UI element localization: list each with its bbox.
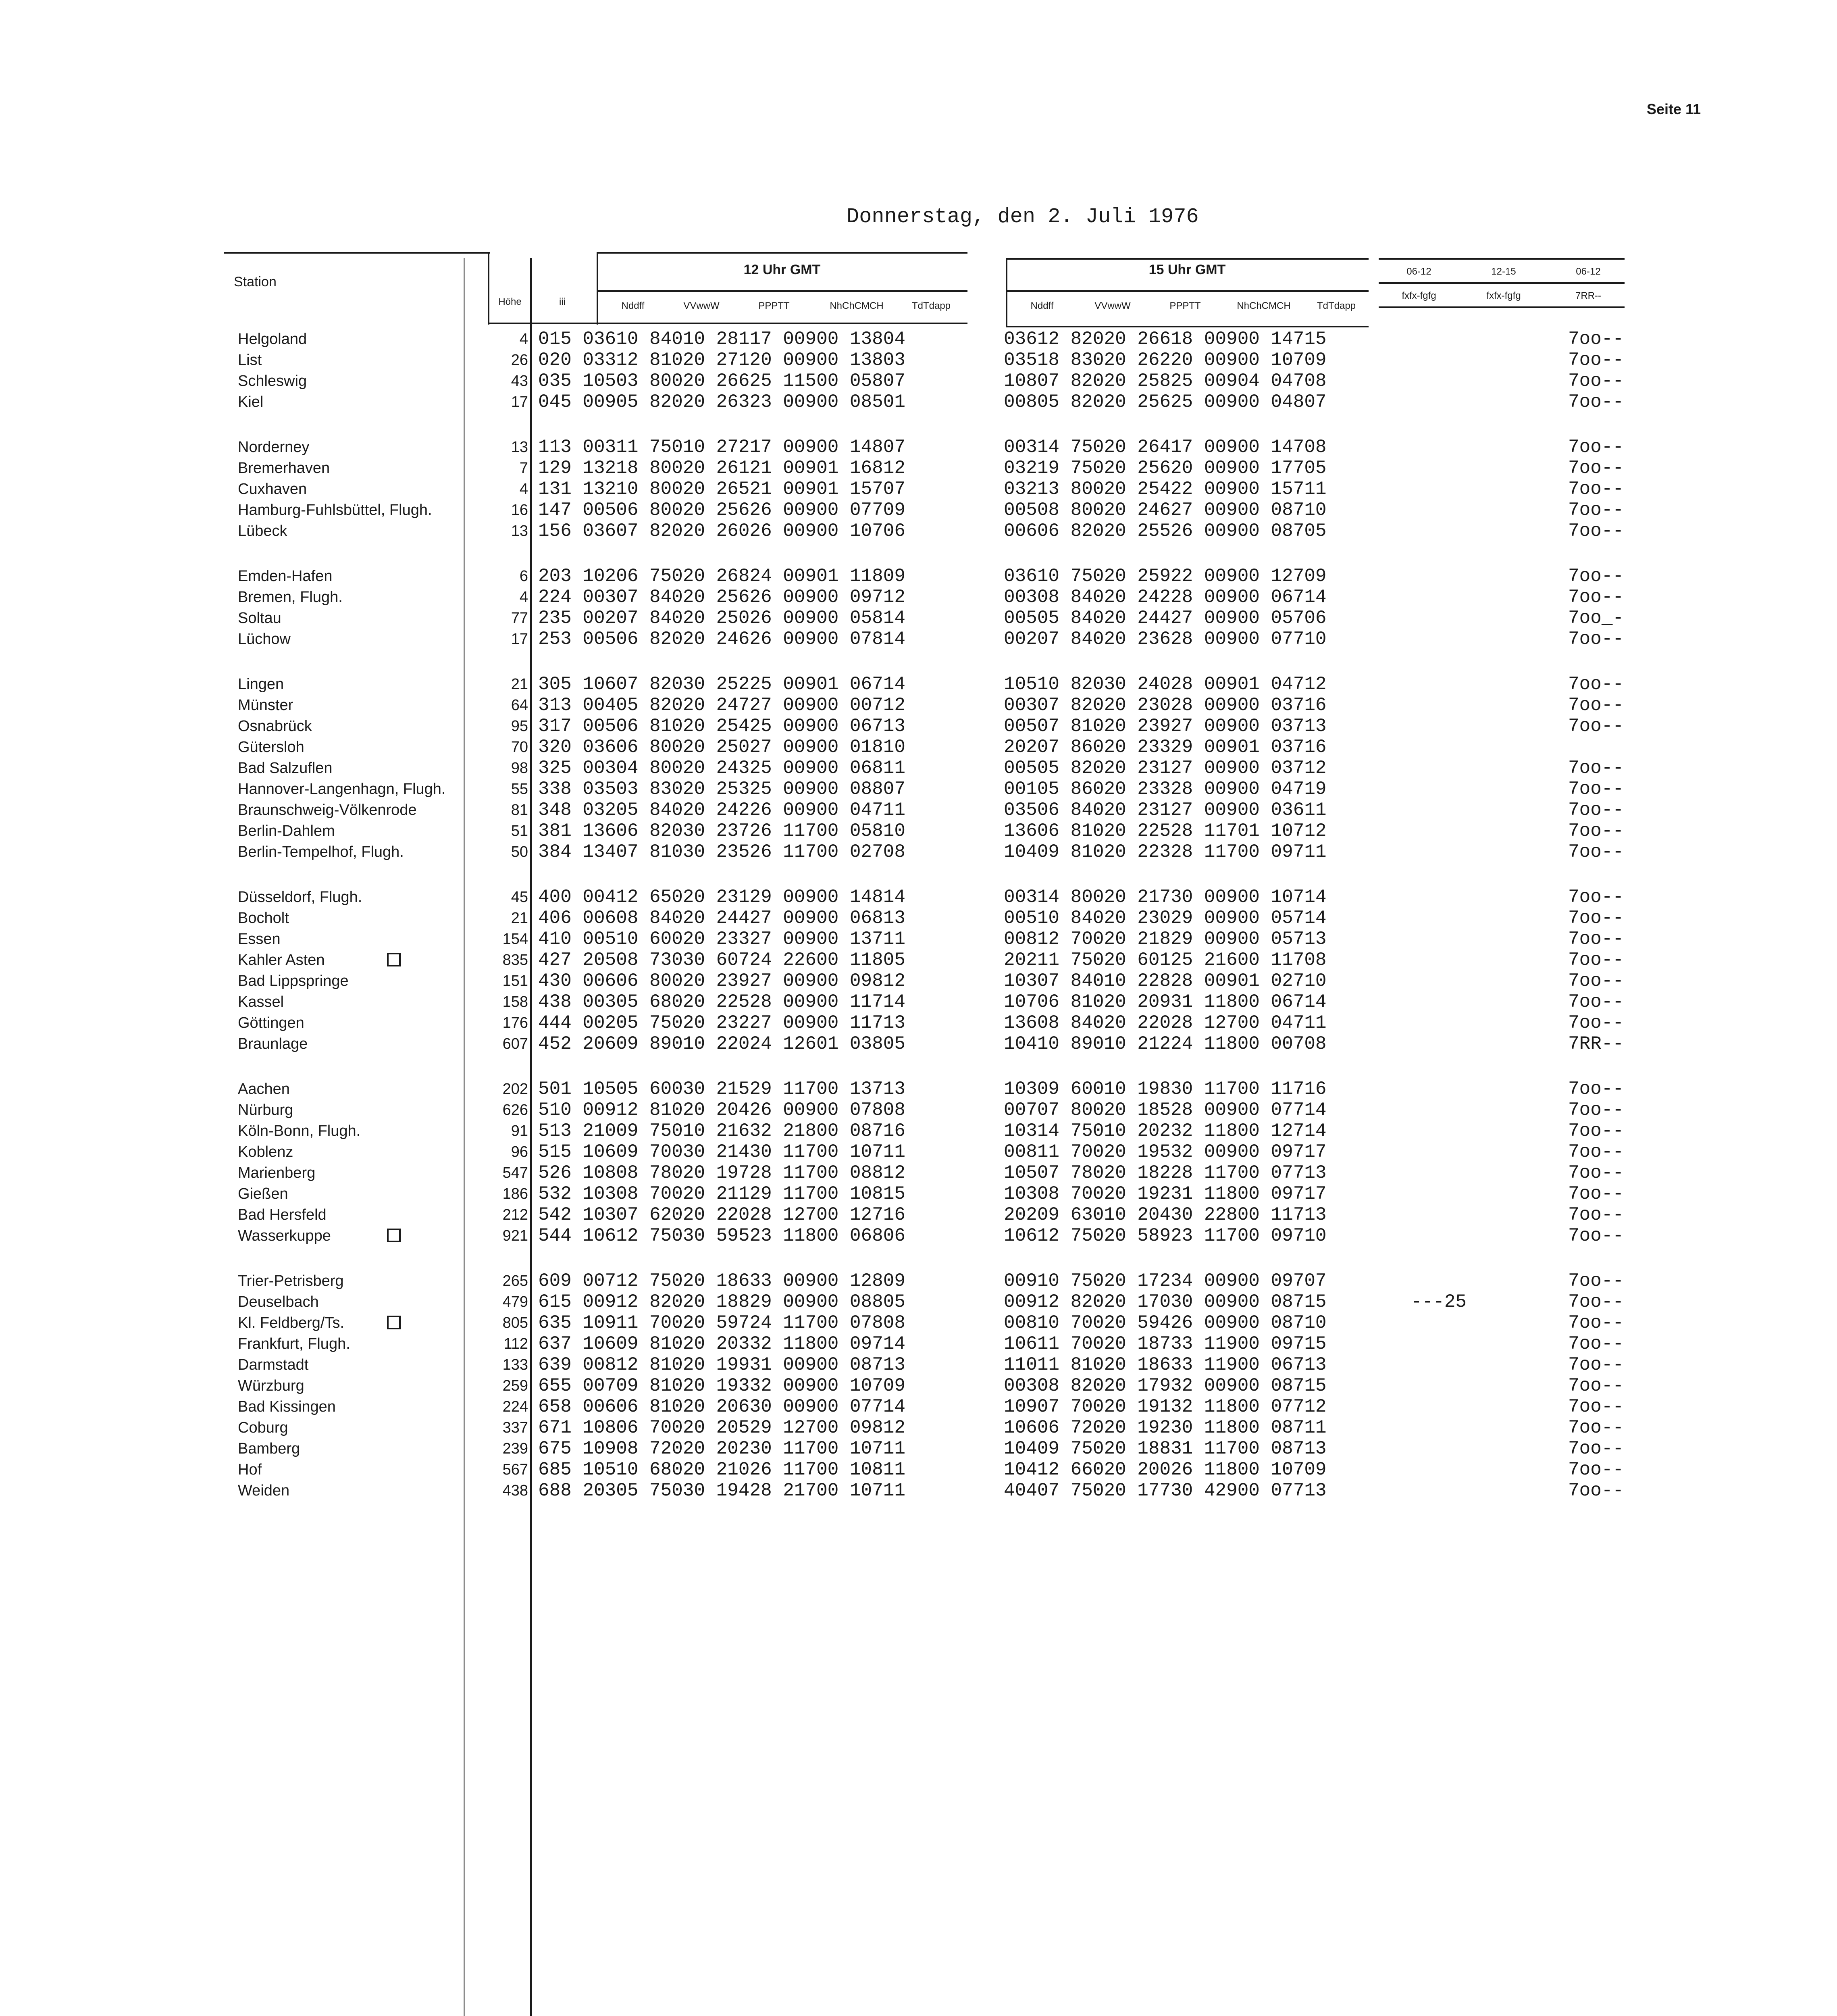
obs-12-utc: 147 00506 80020 25626 00900 07709 bbox=[538, 500, 905, 521]
obs-12-utc: 452 20609 89010 22024 12601 03805 bbox=[538, 1033, 905, 1054]
obs-15-utc: 00207 84020 23628 00900 07710 bbox=[1004, 629, 1327, 650]
precip-06-12: 7oo-- bbox=[1568, 1141, 1624, 1162]
obs-12-utc: 615 00912 82020 18829 00900 08805 bbox=[538, 1291, 905, 1312]
col-header: VVwwW bbox=[683, 300, 720, 311]
station-name: Braunlage bbox=[238, 1035, 308, 1052]
obs-12-utc: 430 00606 80020 23927 00900 09812 bbox=[538, 971, 905, 991]
station-height: 7 bbox=[519, 460, 528, 477]
obs-12-utc: 348 03205 84020 24226 00900 04711 bbox=[538, 800, 905, 821]
station-height: 43 bbox=[511, 373, 528, 389]
hoehe-header: Höhe bbox=[498, 296, 522, 307]
precip-06-12: 7oo-- bbox=[1568, 521, 1624, 541]
precip-06-12: 7oo-- bbox=[1568, 1438, 1624, 1459]
obs-15-utc: 10307 84010 22828 00901 02710 bbox=[1004, 971, 1327, 991]
station-height: 26 bbox=[511, 352, 528, 369]
station-name: Norderney bbox=[238, 439, 310, 456]
precip-06-12: 7oo-- bbox=[1568, 929, 1624, 950]
obs-15-utc: 10612 75020 58923 11700 09710 bbox=[1004, 1225, 1327, 1246]
station-height: 77 bbox=[511, 610, 528, 627]
station-name: Deuselbach bbox=[238, 1293, 319, 1310]
obs-12-utc: 637 10609 81020 20332 11800 09714 bbox=[538, 1333, 905, 1354]
station-height: 626 bbox=[502, 1102, 528, 1118]
station-height: 16 bbox=[511, 502, 528, 519]
precip-06-12: 7oo-- bbox=[1568, 458, 1624, 479]
precip-06-12: 7RR-- bbox=[1568, 1033, 1624, 1054]
obs-15-utc: 03213 80020 25422 00900 15711 bbox=[1004, 479, 1327, 500]
station-height: 13 bbox=[511, 523, 528, 539]
obs-15-utc: 00505 82020 23127 00900 03712 bbox=[1004, 758, 1327, 779]
rule bbox=[464, 258, 465, 2016]
station-height: 50 bbox=[511, 843, 528, 860]
station-name: Berlin-Dahlem bbox=[238, 823, 335, 839]
station-name: Bad Kissingen bbox=[238, 1398, 336, 1415]
precip-06-12: 7oo-- bbox=[1568, 1270, 1624, 1291]
station-height: 21 bbox=[511, 910, 528, 927]
station-height: 55 bbox=[511, 781, 528, 798]
precip-06-12: 7oo-- bbox=[1568, 821, 1624, 841]
station-name: Bremen, Flugh. bbox=[238, 589, 343, 606]
station-name: Soltau bbox=[238, 610, 281, 627]
station-height: 151 bbox=[502, 973, 528, 989]
page-number: Seite 11 bbox=[1647, 101, 1701, 117]
obs-15-utc: 00308 82020 17932 00900 08715 bbox=[1004, 1375, 1327, 1396]
station-height: 259 bbox=[502, 1377, 528, 1394]
obs-15-utc: 00308 84020 24228 00900 06714 bbox=[1004, 587, 1327, 608]
station-height: 133 bbox=[502, 1356, 528, 1373]
obs-12-utc: 338 03503 83020 25325 00900 08807 bbox=[538, 779, 905, 800]
obs-15-utc: 03518 83020 26220 00900 10709 bbox=[1004, 350, 1327, 371]
station-name: Wasserkuppe bbox=[238, 1227, 331, 1244]
precip-06-12: 7oo-- bbox=[1568, 1183, 1624, 1204]
precip-06-12: 7oo-- bbox=[1568, 1225, 1624, 1246]
station-name: Osnabrück bbox=[238, 718, 312, 735]
station-height: 547 bbox=[502, 1164, 528, 1181]
obs-15-utc: 10412 66020 20026 11800 10709 bbox=[1004, 1459, 1327, 1480]
station-name: Emden-Hafen bbox=[238, 568, 333, 585]
station-name: Göttingen bbox=[238, 1014, 304, 1031]
rule bbox=[1379, 258, 1625, 260]
station-name: Berlin-Tempelhof, Flugh. bbox=[238, 843, 404, 860]
obs-12-utc: 658 00606 81020 20630 00900 07714 bbox=[538, 1396, 905, 1417]
precip-06-12: 7oo-- bbox=[1568, 1459, 1624, 1480]
station-height: 4 bbox=[519, 589, 528, 606]
station-height: 921 bbox=[502, 1227, 528, 1244]
precip-06-12: 7oo-- bbox=[1568, 841, 1624, 862]
obs-12-utc: 655 00709 81020 19332 00900 10709 bbox=[538, 1375, 905, 1396]
precip-06-12: 7oo-- bbox=[1568, 566, 1624, 587]
obs-15-utc: 00810 70020 59426 00900 08710 bbox=[1004, 1312, 1327, 1333]
obs-12-utc: 384 13407 81030 23526 11700 02708 bbox=[538, 841, 905, 862]
obs-15-utc: 10611 70020 18733 11900 09715 bbox=[1004, 1333, 1327, 1354]
precip-06-12: 7oo-- bbox=[1568, 1396, 1624, 1417]
obs-12-utc: 156 03607 82020 26026 00900 10706 bbox=[538, 521, 905, 541]
station-height: 202 bbox=[502, 1081, 528, 1098]
station-name: Kahler Asten bbox=[238, 952, 325, 968]
marker-cell bbox=[379, 1229, 401, 1242]
precip-06-12: 7oo-- bbox=[1568, 887, 1624, 908]
precip-06-12: 7oo-- bbox=[1568, 908, 1624, 929]
precip-06-12: 7oo-- bbox=[1568, 479, 1624, 500]
station-height: 51 bbox=[511, 823, 528, 839]
precip-06-12: 7oo-- bbox=[1568, 371, 1624, 392]
station-height: 158 bbox=[502, 993, 528, 1010]
obs-12-utc: 438 00305 68020 22528 00900 11714 bbox=[538, 991, 905, 1012]
obs-12-utc: 305 10607 82030 25225 00901 06714 bbox=[538, 674, 905, 695]
station-height: 607 bbox=[502, 1035, 528, 1052]
obs-12-utc: 510 00912 81020 20426 00900 07808 bbox=[538, 1100, 905, 1120]
obs-15-utc: 11011 81020 18633 11900 06713 bbox=[1004, 1354, 1327, 1375]
precip-06-12: 7oo-- bbox=[1568, 1162, 1624, 1183]
station-height: 112 bbox=[503, 1335, 528, 1352]
r-subheader: 7RR-- bbox=[1575, 290, 1601, 301]
station-height: 212 bbox=[502, 1206, 528, 1223]
station-name: Lübeck bbox=[238, 523, 287, 539]
station-height: 835 bbox=[502, 952, 528, 968]
station-name: Kassel bbox=[238, 993, 284, 1010]
station-height: 4 bbox=[519, 481, 528, 498]
obs-15-utc: 10409 81020 22328 11700 09711 bbox=[1004, 841, 1327, 862]
precip-06-12: 7oo-- bbox=[1568, 392, 1624, 412]
precip-06-12: 7oo-- bbox=[1568, 1354, 1624, 1375]
station-height: 224 bbox=[502, 1398, 528, 1415]
obs-12-utc: 671 10806 70020 20529 12700 09812 bbox=[538, 1417, 905, 1438]
obs-12-utc: 685 10510 68020 21026 11700 10811 bbox=[538, 1459, 905, 1480]
precip-06-12: 7oo_- bbox=[1568, 608, 1624, 629]
col-header: NhChCMCH bbox=[1237, 300, 1291, 311]
obs-12-utc: 400 00412 65020 23129 00900 14814 bbox=[538, 887, 905, 908]
gust-06-12: ---25 bbox=[1411, 1291, 1467, 1312]
precip-06-12: 7oo-- bbox=[1568, 1312, 1624, 1333]
station-height: 6 bbox=[519, 568, 528, 585]
station-name: Aachen bbox=[238, 1081, 290, 1098]
station-name: Bamberg bbox=[238, 1440, 300, 1457]
obs-12-utc: 235 00207 84020 25026 00900 05814 bbox=[538, 608, 905, 629]
station-name: Lüchow bbox=[238, 631, 291, 648]
station-height: 81 bbox=[511, 802, 528, 818]
col-header: Nddff bbox=[621, 300, 645, 311]
r-subheader: fxfx-fgfg bbox=[1402, 290, 1436, 301]
r-subheader: fxfx-fgfg bbox=[1486, 290, 1521, 301]
obs-15-utc: 00314 80020 21730 00900 10714 bbox=[1004, 887, 1327, 908]
precip-06-12: 7oo-- bbox=[1568, 437, 1624, 458]
station-height: 176 bbox=[502, 1014, 528, 1031]
precip-06-12: 7oo-- bbox=[1568, 758, 1624, 779]
station-name: Lingen bbox=[238, 676, 284, 693]
obs-12-utc: 317 00506 81020 25425 00900 06713 bbox=[538, 716, 905, 737]
obs-12-utc: 113 00311 75010 27217 00900 14807 bbox=[538, 437, 905, 458]
obs-15-utc: 03610 75020 25922 00900 12709 bbox=[1004, 566, 1327, 587]
col-header: TdTdapp bbox=[911, 300, 951, 311]
col-header: PPPTT bbox=[1169, 300, 1201, 311]
obs-12-utc: 325 00304 80020 24325 00900 06811 bbox=[538, 758, 905, 779]
precip-06-12: 7oo-- bbox=[1568, 1291, 1624, 1312]
obs-12-utc: 609 00712 75020 18633 00900 12809 bbox=[538, 1270, 905, 1291]
col-header: NhChCMCH bbox=[830, 300, 884, 311]
station-name: Darmstadt bbox=[238, 1356, 309, 1373]
rule bbox=[530, 258, 532, 2016]
station-height: 805 bbox=[502, 1314, 528, 1331]
obs-15-utc: 00912 82020 17030 00900 08715 bbox=[1004, 1291, 1327, 1312]
precip-06-12: 7oo-- bbox=[1568, 1480, 1624, 1501]
rule bbox=[597, 252, 967, 254]
station-name: Münster bbox=[238, 697, 293, 714]
obs-12-utc: 224 00307 84020 25626 00900 09712 bbox=[538, 587, 905, 608]
rule bbox=[488, 323, 967, 324]
obs-12-utc: 313 00405 82020 24727 00900 00712 bbox=[538, 695, 905, 716]
col-header: VVwwW bbox=[1094, 300, 1131, 311]
obs-15-utc: 03506 84020 23127 00900 03611 bbox=[1004, 800, 1327, 821]
station-name: Gießen bbox=[238, 1185, 288, 1202]
station-height: 265 bbox=[502, 1272, 528, 1289]
obs-15-utc: 20207 86020 23329 00901 03716 bbox=[1004, 737, 1327, 758]
station-height: 438 bbox=[502, 1482, 528, 1499]
precip-06-12: 7oo-- bbox=[1568, 1333, 1624, 1354]
station-name: Weiden bbox=[238, 1482, 290, 1499]
obs-12-utc: 544 10612 75030 59523 11800 06806 bbox=[538, 1225, 905, 1246]
marker-cell bbox=[379, 1316, 401, 1329]
obs-12-utc: 020 03312 81020 27120 00900 13803 bbox=[538, 350, 905, 371]
obs-15-utc: 03612 82020 26618 00900 14715 bbox=[1004, 329, 1327, 350]
station-name: Frankfurt, Flugh. bbox=[238, 1335, 350, 1352]
obs-15-utc: 00707 80020 18528 00900 07714 bbox=[1004, 1100, 1327, 1120]
rule bbox=[1379, 306, 1625, 308]
obs-15-utc: 03219 75020 25620 00900 17705 bbox=[1004, 458, 1327, 479]
station-height: 98 bbox=[511, 760, 528, 777]
obs-12-utc: 688 20305 75030 19428 21700 10711 bbox=[538, 1480, 905, 1501]
obs-15-utc: 00508 80020 24627 00900 08710 bbox=[1004, 500, 1327, 521]
group-15-header: 15 Uhr GMT bbox=[1148, 262, 1226, 277]
obs-12-utc: 203 10206 75020 26824 00901 11809 bbox=[538, 566, 905, 587]
station-name: Bremerhaven bbox=[238, 460, 330, 477]
obs-12-utc: 320 03606 80020 25027 00900 01810 bbox=[538, 737, 905, 758]
precip-06-12: 7oo-- bbox=[1568, 1375, 1624, 1396]
precip-06-12: 7oo-- bbox=[1568, 350, 1624, 371]
precip-06-12: 7oo-- bbox=[1568, 971, 1624, 991]
station-height: 91 bbox=[511, 1123, 528, 1139]
station-name: Marienberg bbox=[238, 1164, 316, 1181]
station-marker-icon bbox=[387, 1229, 401, 1242]
obs-15-utc: 00910 75020 17234 00900 09707 bbox=[1004, 1270, 1327, 1291]
precip-06-12: 7oo-- bbox=[1568, 1417, 1624, 1438]
obs-15-utc: 10510 82030 24028 00901 04712 bbox=[1004, 674, 1327, 695]
obs-15-utc: 10907 70020 19132 11800 07712 bbox=[1004, 1396, 1327, 1417]
marker-cell bbox=[379, 953, 401, 966]
col-header: TdTdapp bbox=[1317, 300, 1356, 311]
rule bbox=[488, 252, 489, 325]
obs-12-utc: 639 00812 81020 19931 00900 08713 bbox=[538, 1354, 905, 1375]
station-name: Coburg bbox=[238, 1419, 288, 1436]
station-name: Bocholt bbox=[238, 910, 289, 927]
obs-15-utc: 13608 84020 22028 12700 04711 bbox=[1004, 1012, 1327, 1033]
obs-15-utc: 10410 89010 21224 11800 00708 bbox=[1004, 1033, 1327, 1054]
station-height: 45 bbox=[511, 889, 528, 906]
station-name: Kl. Feldberg/Ts. bbox=[238, 1314, 344, 1331]
r-header: 06-12 bbox=[1406, 266, 1431, 277]
col-header: PPPTT bbox=[758, 300, 790, 311]
obs-12-utc: 513 21009 75010 21632 21800 08716 bbox=[538, 1120, 905, 1141]
rule bbox=[1006, 290, 1369, 292]
date-heading: Donnerstag, den 2. Juli 1976 bbox=[847, 205, 1199, 229]
station-header: Station bbox=[234, 274, 277, 289]
obs-15-utc: 10309 60010 19830 11700 11716 bbox=[1004, 1079, 1327, 1100]
station-name: Kiel bbox=[238, 394, 264, 410]
obs-12-utc: 427 20508 73030 60724 22600 11805 bbox=[538, 950, 905, 971]
obs-15-utc: 10807 82020 25825 00904 04708 bbox=[1004, 371, 1327, 392]
rule bbox=[1379, 282, 1625, 284]
precip-06-12: 7oo-- bbox=[1568, 695, 1624, 716]
station-height: 479 bbox=[502, 1293, 528, 1310]
obs-12-utc: 526 10808 78020 19728 11700 08812 bbox=[538, 1162, 905, 1183]
station-height: 95 bbox=[511, 718, 528, 735]
obs-15-utc: 00606 82020 25526 00900 08705 bbox=[1004, 521, 1327, 541]
obs-12-utc: 381 13606 82030 23726 11700 05810 bbox=[538, 821, 905, 841]
rule bbox=[597, 290, 967, 292]
obs-15-utc: 00505 84020 24427 00900 05706 bbox=[1004, 608, 1327, 629]
precip-06-12: 7oo-- bbox=[1568, 779, 1624, 800]
obs-12-utc: 129 13218 80020 26121 00901 16812 bbox=[538, 458, 905, 479]
rule bbox=[1006, 326, 1369, 327]
obs-12-utc: 406 00608 84020 24427 00900 06813 bbox=[538, 908, 905, 929]
precip-06-12: 7oo-- bbox=[1568, 1120, 1624, 1141]
obs-12-utc: 444 00205 75020 23227 00900 11713 bbox=[538, 1012, 905, 1033]
obs-15-utc: 20209 63010 20430 22800 11713 bbox=[1004, 1204, 1327, 1225]
precip-06-12: 7oo-- bbox=[1568, 716, 1624, 737]
station-name: Cuxhaven bbox=[238, 481, 307, 498]
station-name: Bad Hersfeld bbox=[238, 1206, 327, 1223]
obs-15-utc: 13606 81020 22528 11701 10712 bbox=[1004, 821, 1327, 841]
precip-06-12: 7oo-- bbox=[1568, 674, 1624, 695]
r-header: 06-12 bbox=[1576, 266, 1601, 277]
station-name: List bbox=[238, 352, 262, 369]
obs-12-utc: 131 13210 80020 26521 00901 15707 bbox=[538, 479, 905, 500]
station-height: 239 bbox=[502, 1440, 528, 1457]
station-name: Köln-Bonn, Flugh. bbox=[238, 1123, 361, 1139]
precip-06-12: 7oo-- bbox=[1568, 1204, 1624, 1225]
station-height: 13 bbox=[511, 439, 528, 456]
obs-12-utc: 501 10505 60030 21529 11700 13713 bbox=[538, 1079, 905, 1100]
obs-12-utc: 035 10503 80020 26625 11500 05807 bbox=[538, 371, 905, 392]
station-height: 186 bbox=[502, 1185, 528, 1202]
station-height: 70 bbox=[511, 739, 528, 756]
obs-12-utc: 015 03610 84010 28117 00900 13804 bbox=[538, 329, 905, 350]
precip-06-12: 7oo-- bbox=[1568, 991, 1624, 1012]
station-height: 64 bbox=[511, 697, 528, 714]
obs-15-utc: 10507 78020 18228 11700 07713 bbox=[1004, 1162, 1327, 1183]
iii-header: iii bbox=[559, 296, 566, 307]
station-name: Gütersloh bbox=[238, 739, 304, 756]
station-marker-icon bbox=[387, 1316, 401, 1329]
station-height: 4 bbox=[519, 331, 528, 348]
obs-15-utc: 00805 82020 25625 00900 04807 bbox=[1004, 392, 1327, 412]
obs-15-utc: 00812 70020 21829 00900 05713 bbox=[1004, 929, 1327, 950]
station-name: Nürburg bbox=[238, 1102, 293, 1118]
station-name: Essen bbox=[238, 931, 281, 948]
precip-06-12: 7oo-- bbox=[1568, 587, 1624, 608]
obs-15-utc: 00314 75020 26417 00900 14708 bbox=[1004, 437, 1327, 458]
obs-15-utc: 00507 81020 23927 00900 03713 bbox=[1004, 716, 1327, 737]
rule bbox=[1006, 258, 1369, 260]
station-marker-icon bbox=[387, 953, 401, 966]
station-name: Braunschweig-Völkenrode bbox=[238, 802, 417, 818]
rule bbox=[224, 252, 490, 254]
station-name: Helgoland bbox=[238, 331, 307, 348]
obs-15-utc: 40407 75020 17730 42900 07713 bbox=[1004, 1480, 1327, 1501]
station-height: 337 bbox=[502, 1419, 528, 1436]
station-height: 21 bbox=[511, 676, 528, 693]
station-height: 567 bbox=[502, 1461, 528, 1478]
station-height: 17 bbox=[511, 394, 528, 410]
obs-15-utc: 00105 86020 23328 00900 04719 bbox=[1004, 779, 1327, 800]
obs-15-utc: 10706 81020 20931 11800 06714 bbox=[1004, 991, 1327, 1012]
obs-12-utc: 253 00506 82020 24626 00900 07814 bbox=[538, 629, 905, 650]
station-name: Würzburg bbox=[238, 1377, 304, 1394]
obs-12-utc: 532 10308 70020 21129 11700 10815 bbox=[538, 1183, 905, 1204]
obs-12-utc: 675 10908 72020 20230 11700 10711 bbox=[538, 1438, 905, 1459]
obs-15-utc: 10606 72020 19230 11800 08711 bbox=[1004, 1417, 1327, 1438]
station-name: Schleswig bbox=[238, 373, 307, 389]
station-name: Koblenz bbox=[238, 1143, 293, 1160]
precip-06-12: 7oo-- bbox=[1568, 629, 1624, 650]
obs-12-utc: 045 00905 82020 26323 00900 08501 bbox=[538, 392, 905, 412]
precip-06-12: 7oo-- bbox=[1568, 500, 1624, 521]
precip-06-12: 7oo-- bbox=[1568, 1079, 1624, 1100]
r-header: 12-15 bbox=[1491, 266, 1516, 277]
station-height: 96 bbox=[511, 1143, 528, 1160]
station-height: 154 bbox=[502, 931, 528, 948]
col-header: Nddff bbox=[1030, 300, 1054, 311]
obs-15-utc: 10308 70020 19231 11800 09717 bbox=[1004, 1183, 1327, 1204]
obs-15-utc: 20211 75020 60125 21600 11708 bbox=[1004, 950, 1327, 971]
obs-15-utc: 00510 84020 23029 00900 05714 bbox=[1004, 908, 1327, 929]
obs-12-utc: 635 10911 70020 59724 11700 07808 bbox=[538, 1312, 905, 1333]
obs-15-utc: 00307 82020 23028 00900 03716 bbox=[1004, 695, 1327, 716]
station-name: Hamburg-Fuhlsbüttel, Flugh. bbox=[238, 502, 432, 519]
group-12-header: 12 Uhr GMT bbox=[743, 262, 821, 277]
station-name: Bad Salzuflen bbox=[238, 760, 333, 777]
precip-06-12: 7oo-- bbox=[1568, 329, 1624, 350]
obs-15-utc: 00811 70020 19532 00900 09717 bbox=[1004, 1141, 1327, 1162]
precip-06-12: 7oo-- bbox=[1568, 1100, 1624, 1120]
station-name: Hof bbox=[238, 1461, 262, 1478]
obs-15-utc: 10314 75010 20232 11800 12714 bbox=[1004, 1120, 1327, 1141]
precip-06-12: 7oo-- bbox=[1568, 950, 1624, 971]
precip-06-12: 7oo-- bbox=[1568, 1012, 1624, 1033]
precip-06-12: 7oo-- bbox=[1568, 800, 1624, 821]
obs-12-utc: 515 10609 70030 21430 11700 10711 bbox=[538, 1141, 905, 1162]
station-name: Düsseldorf, Flugh. bbox=[238, 889, 362, 906]
station-name: Bad Lippspringe bbox=[238, 973, 349, 989]
obs-15-utc: 10409 75020 18831 11700 08713 bbox=[1004, 1438, 1327, 1459]
station-height: 17 bbox=[511, 631, 528, 648]
obs-12-utc: 410 00510 60020 23327 00900 13711 bbox=[538, 929, 905, 950]
station-name: Hannover-Langenhagn, Flugh. bbox=[238, 781, 446, 798]
station-name: Trier-Petrisberg bbox=[238, 1272, 344, 1289]
obs-12-utc: 542 10307 62020 22028 12700 12716 bbox=[538, 1204, 905, 1225]
